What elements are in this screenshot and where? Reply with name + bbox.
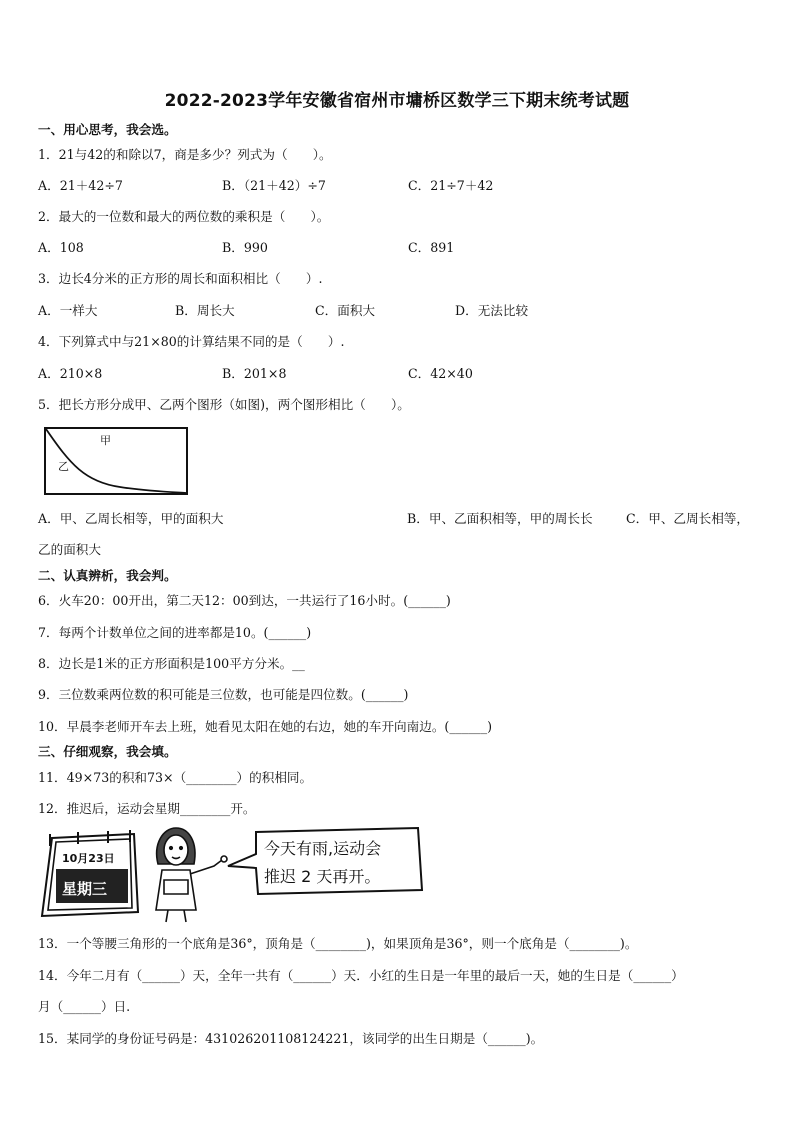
q9: 9．三位数乘两位数的积可能是三位数，也可能是四位数。(______) bbox=[38, 687, 409, 702]
q15: 15．某同学的身份证号码是：431026201108124221，该同学的出生日期是（______)。 bbox=[38, 1031, 544, 1046]
q5-option-b: B．甲、乙面积相等，甲的周长长 bbox=[407, 511, 593, 526]
q14-line-1: 14．今年二月有（______）天，全年一共有（______）天．小红的生日是一年里的最后一天，她的生日是（______） bbox=[38, 968, 684, 983]
q4-option-b: B．201×8 bbox=[222, 366, 287, 381]
calendar-weekday: 星期三 bbox=[62, 880, 108, 898]
calendar-date: 10月23日 bbox=[62, 852, 115, 865]
q7: 7．每两个计数单位之间的进率都是10。(______) bbox=[38, 625, 312, 640]
q3-option-b: B．周长大 bbox=[175, 303, 235, 318]
q2-option-c: C．891 bbox=[408, 240, 455, 255]
speech-bubble-line-1: 今天有雨,运动会 bbox=[264, 839, 382, 858]
q8: 8．边长是1米的正方形面积是100平方分米。__ bbox=[38, 656, 305, 671]
q12-stem: 12．推迟后，运动会星期________开。 bbox=[38, 801, 256, 816]
q5-label-jia: 甲 bbox=[100, 434, 111, 447]
q6: 6．火车20：00开出，第二天12：00到达，一共运行了16小时。(______) bbox=[38, 593, 451, 608]
section-2-heading: 二、认真辨析，我会判。 bbox=[38, 568, 177, 583]
q1-option-c: C．21÷7＋42 bbox=[408, 178, 494, 193]
speech-bubble-line-2: 推迟 2 天再开。 bbox=[264, 867, 381, 886]
section-1-heading: 一、用心思考，我会选。 bbox=[38, 122, 177, 137]
q5-option-c-continued: 乙的面积大 bbox=[38, 542, 101, 557]
q5-option-a: A．甲、乙周长相等，甲的面积大 bbox=[38, 511, 224, 526]
q5-label-yi: 乙 bbox=[58, 460, 69, 473]
q1-option-b: B．（21＋42）÷7 bbox=[222, 178, 326, 193]
q1-option-a: A．21＋42÷7 bbox=[38, 178, 123, 193]
q2-option-a: A．108 bbox=[38, 240, 84, 255]
page-title: 2022-2023学年安徽省宿州市墉桥区数学三下期末统考试题 bbox=[164, 91, 630, 111]
q5-stem: 5．把长方形分成甲、乙两个图形（如图)，两个图形相比（ ）。 bbox=[38, 397, 410, 412]
q3-option-a: A．一样大 bbox=[38, 303, 98, 318]
speech-bubble bbox=[228, 828, 422, 894]
q5-rectangle-figure bbox=[40, 424, 192, 498]
q4-stem: 4．下列算式中与21×80的计算结果不同的是（ ）. bbox=[38, 334, 345, 349]
q3-stem: 3．边长4分米的正方形的周长和面积相比（ ）. bbox=[38, 271, 323, 286]
section-3-heading: 三、仔细观察，我会填。 bbox=[38, 744, 177, 759]
q12-illustration bbox=[38, 824, 428, 924]
q2-option-b: B．990 bbox=[222, 240, 268, 255]
teacher-figure bbox=[156, 828, 227, 922]
q4-option-a: A．210×8 bbox=[38, 366, 103, 381]
q3-option-c: C．面积大 bbox=[315, 303, 376, 318]
q13: 13．一个等腰三角形的一个底角是36°，顶角是（________)，如果顶角是36°，则一个底角是（________)。 bbox=[38, 936, 638, 951]
q5-option-c: C．甲、乙周长相等， bbox=[626, 511, 749, 526]
q11: 11．49×73的积和73×（________）的积相同。 bbox=[38, 770, 313, 785]
q2-stem: 2．最大的一位数和最大的两位数的乘积是（ ）。 bbox=[38, 209, 330, 224]
q10: 10．早晨李老师开车去上班，她看见太阳在她的右边，她的车开向南边。(______) bbox=[38, 719, 493, 734]
q1-stem: 1．21与42的和除以7，商是多少？列式为（ ）。 bbox=[38, 147, 332, 162]
calendar-icon bbox=[42, 830, 138, 916]
q14-line-2: 月（______）日. bbox=[38, 999, 131, 1014]
q3-option-d: D．无法比较 bbox=[455, 303, 529, 318]
q4-option-c: C．42×40 bbox=[408, 366, 473, 381]
